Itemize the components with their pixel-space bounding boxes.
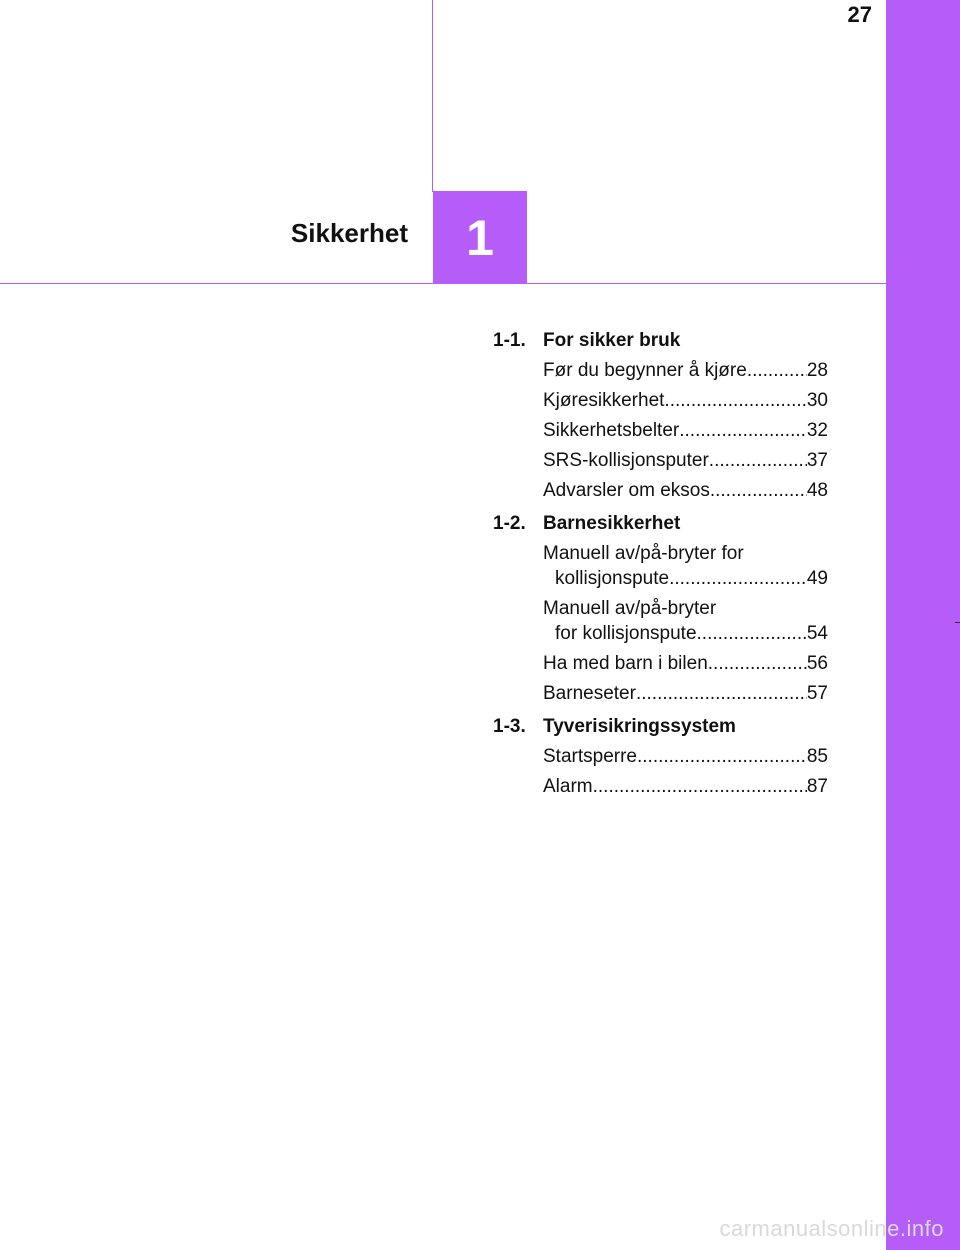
toc-section-heading[interactable] — [493, 328, 828, 353]
toc-leader-dots — [709, 448, 807, 473]
toc-entry-line — [543, 358, 828, 383]
toc-leader-dots — [636, 681, 807, 706]
toc-entry-page: 54 — [806, 623, 828, 644]
toc-entry-text: Alarm — [543, 776, 593, 797]
toc-section-title: Tyverisikringssystem — [543, 716, 736, 737]
toc-leader-dots — [679, 418, 807, 443]
toc-entry[interactable] — [543, 774, 828, 799]
toc-entry[interactable] — [543, 358, 828, 383]
toc-entry-line — [543, 621, 828, 646]
page-number: 27 — [847, 2, 872, 27]
toc-entry-page: 37 — [806, 450, 828, 471]
toc-section — [493, 328, 828, 503]
toc-section-number: 1-2. — [493, 513, 526, 534]
toc-leader-dots — [710, 478, 807, 503]
toc-leader-dots — [708, 651, 807, 676]
toc-entry[interactable] — [543, 596, 828, 646]
chapter-number-box — [433, 191, 527, 284]
toc-entry-line — [543, 774, 828, 799]
toc-section-heading[interactable] — [493, 714, 828, 739]
chapter-side-tab — [886, 0, 960, 1250]
toc-entry-line — [543, 541, 828, 566]
toc-entry[interactable] — [543, 418, 828, 443]
toc-entry-text: for kollisjonspute — [555, 623, 697, 644]
toc-entry[interactable] — [543, 744, 828, 769]
edge-tick-mark — [955, 622, 960, 623]
toc-entry[interactable] — [543, 651, 828, 676]
toc-entry-text: Startsperre — [543, 746, 637, 767]
toc-entry[interactable] — [543, 478, 828, 503]
toc-entry-line — [543, 448, 828, 473]
chapter-title: Sikkerhet — [290, 218, 408, 248]
toc-entry-page: 87 — [806, 776, 828, 797]
toc-leader-dots — [669, 566, 807, 591]
toc-leader-dots — [697, 621, 807, 646]
toc-entry-line — [543, 566, 828, 591]
toc-entry-line — [543, 681, 828, 706]
toc-entry-page: 56 — [806, 653, 828, 674]
toc-entry[interactable] — [543, 681, 828, 706]
toc-section-number: 1-3. — [493, 716, 526, 737]
toc-section-title: Barnesikkerhet — [543, 513, 681, 534]
table-of-contents — [493, 328, 828, 807]
toc-entry-page: 49 — [806, 568, 828, 589]
toc-entry-line — [543, 418, 828, 443]
watermark: carmanualsonline.info — [719, 1216, 944, 1241]
toc-section — [493, 714, 828, 799]
toc-entry-text: Før du begynner å kjøre — [543, 360, 747, 381]
toc-entry-text: Sikkerhetsbelter — [543, 420, 680, 441]
toc-entry-text: Ha med barn i bilen — [543, 653, 708, 674]
toc-section — [493, 511, 828, 706]
toc-entry-text: Manuell av/på-bryter for — [543, 543, 744, 564]
toc-entry-line — [543, 651, 828, 676]
toc-leader-dots — [637, 744, 807, 769]
toc-entry-page: 32 — [806, 420, 828, 441]
toc-leader-dots — [664, 388, 806, 413]
toc-section-heading[interactable] — [493, 511, 828, 536]
toc-entry-page: 57 — [806, 683, 828, 704]
toc-entry[interactable] — [543, 541, 828, 591]
toc-entry-text: kollisjonspute — [555, 568, 670, 589]
toc-entry-page: 85 — [806, 746, 828, 767]
toc-entry-text: Barneseter — [543, 683, 636, 704]
toc-entry[interactable] — [543, 388, 828, 413]
toc-entry-text: Manuell av/på-bryter — [543, 598, 717, 619]
toc-entry-line — [543, 596, 828, 621]
toc-entry-line — [543, 478, 828, 503]
toc-section-title: For sikker bruk — [543, 330, 681, 351]
toc-entry-page: 28 — [806, 360, 828, 381]
toc-entry-page: 48 — [806, 480, 828, 501]
toc-entry-text: SRS-kollisjonsputer — [543, 450, 709, 471]
toc-leader-dots — [593, 774, 807, 799]
toc-entry-text: Kjøresikkerhet — [543, 390, 665, 411]
toc-entry-text: Advarsler om eksos — [543, 480, 710, 501]
toc-entry-page: 30 — [806, 390, 828, 411]
toc-entry-line — [543, 744, 828, 769]
toc-section-number: 1-1. — [493, 330, 526, 351]
chapter-number: 1 — [466, 209, 494, 266]
vertical-divider — [432, 0, 433, 192]
toc-leader-dots — [747, 358, 807, 383]
toc-entry-line — [543, 388, 828, 413]
toc-entry[interactable] — [543, 448, 828, 473]
